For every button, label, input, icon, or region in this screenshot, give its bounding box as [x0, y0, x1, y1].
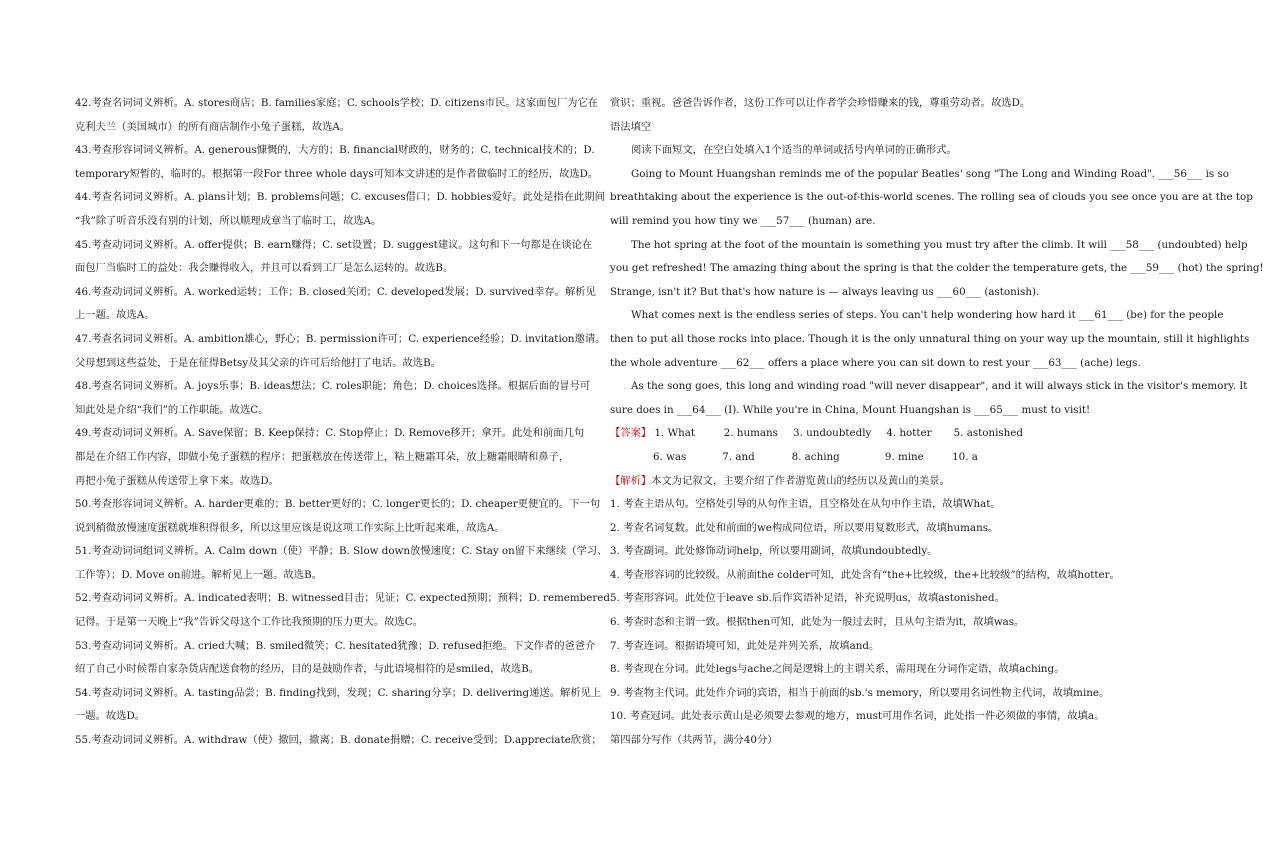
text-line: 说到稍微放慢速度蛋糕就堆积得很多，所以这里应该是说这项工作实际上比听起来难，故选A。	[75, 521, 505, 534]
analysis-line: 1. 考查主语从句。空格处引导的从句作主语，且空格处在从句中作主语，故填What。	[610, 498, 1001, 511]
analysis-line: 6. 考查时态和主谓一致。根据then可知，此处为一般过去时，且从句主语为it，故填was。	[610, 616, 1025, 629]
answer-item: 6. was	[653, 450, 687, 463]
analysis-line: 2. 考查名词复数。此处和前面的we构成同位语，所以要用复数形式，故填humans。	[610, 521, 999, 534]
text-line: 54.考查动词词义辨析。A. tasting品尝；B. finding找到，发现；C. sharing分享；D. delivering递送。解析见上	[75, 686, 602, 699]
passage-line: Going to Mount Huangshan reminds me of the popular Beatles' song "The Long and Winding Road". ___56___ is so	[631, 167, 1229, 180]
text-line: 45.考查动词词义辨析。A. offer提供；B. earn赚得；C. set设置；D. suggest建议。这句和下一句都是在谈论在	[75, 238, 593, 251]
text-line: 父母想到这些益处，于是在征得Betsy及其父亲的许可后给他打了电话。故选B。	[75, 356, 441, 369]
passage-line: As the song goes, this long and winding road "will never disappear", and it will always stick in the visitor's memory. It	[631, 380, 1248, 393]
text-line: 上一题。故选A。	[75, 309, 155, 322]
text-line: 52.考查动词词义辨析。A. indicated表明；B. witnessed目击；见证；C. expected预期；预料；D. remembered	[75, 592, 610, 605]
answer-item: 9. mine	[884, 450, 924, 463]
answer-item: 10. a	[952, 450, 978, 463]
analysis-intro-line	[610, 470, 1130, 494]
analysis-line: 7. 考查连词。根据语境可知，此处是并列关系，故填and。	[610, 639, 880, 652]
text-line: 49.考查动词词义辨析。A. Save保留；B. Keep保持；C. Stop停止；D. Remove移开；拿开。此处和前面几句	[75, 427, 585, 440]
answer-item: 3. undoubtedly	[793, 427, 872, 440]
text-line: 44.考查名词词义辨析。A. plans计划；B. problems问题；C. excuses借口；D. hobbies爱好。此处是指在此期间	[75, 191, 605, 204]
passage-line: sure does in ___64___ (I). While you're in China, Mount Huangshan is ___65___ must to visit!	[610, 403, 1091, 416]
analysis-intro: 本文为记叙文，主要介绍了作者游览黄山的经历以及黄山的美景。	[651, 474, 950, 487]
text-line: 记得。于是第一天晚上“我”告诉父母这个工作比我预期的压力更大。故选C。	[75, 616, 423, 629]
analysis-line: 10. 考查冠词。此处表示黄山是必须要去参观的地方，must可用作名词，此处指一件必须做的事情，故填a。	[610, 710, 1105, 723]
text-line: temporary短暂的，临时的。根据第一段For three whole days可知本文讲述的是作者做临时工的经历，故选D。	[75, 167, 599, 180]
passage-line: then to put all those rocks into place. Though it is the only unnatural thing on your way up the mountain, still it highlights	[610, 332, 1250, 345]
text-line: 42.考查名词词义辨析。A. stores商店；B. families家庭；C. schools学校；D. citizens市民。这家面包厂为它在	[75, 97, 599, 109]
text-line: 一题。故选D。	[75, 710, 146, 723]
analysis-line: 8. 考查现在分词。此处legs与ache之间是逻辑上的主谓关系，需用现在分词作定语，故填aching。	[610, 663, 1065, 676]
text-line: 工作等）；D. Move on前进。解析见上一题。故选B。	[75, 568, 322, 581]
text-line: 48.考查名词词义辨析。A. joys乐事；B. ideas想法；C. roles职能；角色；D. choices选择。根据后面的冒号可	[75, 380, 591, 393]
passage-line: breathtaking about the experience is the out-of-this-world scenes. The rolling sea of clouds you see once you are at the top	[610, 191, 1253, 204]
answer-item: 5. astonished	[953, 427, 1023, 440]
text-line: 绍了自己小时候帮自家杂货店配送食物的经历，目的是鼓励作者，与此语境相符的是smiled，故选B。	[75, 663, 540, 676]
answer-tag: 【答案】	[610, 427, 652, 440]
footer-section-title: 第四部分写作（共两节，满分40分）	[610, 734, 778, 747]
text-line: 55.考查动词词义辨析。A. withdraw（使）撤回，撤离；B. donate捐赠；C. receive受到；D.appreciate欣赏；	[75, 734, 602, 747]
continuation-line: 赏识；重视。爸爸告诉作者，这份工作可以让作者学会珍惜赚来的钱，尊重劳动者。故选D。	[610, 97, 1031, 109]
text-line: 再把小兔子蛋糕从传送带上拿下来。故选D。	[75, 474, 279, 487]
answer-item: 1. What	[654, 427, 696, 440]
section-title: 语法填空	[610, 120, 652, 133]
passage-line: What comes next is the endless series of steps. You can't help wondering how hard it ___61___ (be) for the people	[631, 309, 1224, 322]
text-line: 50.考查形容词词义辨析。A. harder更难的；B. better更好的；C. longer更长的；D. cheaper更便宜的。下一句	[75, 498, 601, 511]
text-line: 知此处是介绍“我们”的工作职能。故选C。	[75, 403, 269, 416]
text-line: 51.考查动词词组词义辨析。A. Calm down（使）平静；B. Slow down放慢速度；C. Stay on留下来继续（学习、	[75, 545, 608, 558]
answer-row	[610, 422, 1130, 446]
right-column	[610, 92, 1264, 753]
analysis-line: 4. 考查形容词的比较级。从前面the colder可知，此处含有“the+比较级，the+比较级”的结构，故填hotter。	[610, 568, 1120, 581]
analysis-tag: 【解析】	[610, 474, 652, 487]
analysis-line: 9. 考查物主代词。此处作介词的宾语，相当于前面的sb.'s memory，所以要用名词性物主代词，故填mine。	[610, 686, 1110, 699]
answer-item: 2. humans	[723, 427, 778, 440]
text-line: 克利夫兰（美国城市）的所有商店制作小兔子蛋糕，故选A。	[75, 120, 351, 133]
left-column	[75, 92, 610, 753]
text-line: 43.考查形容词词义辨析。A. generous慷慨的，大方的；B. financial财政的，财务的；C. technical技术的；D.	[75, 144, 595, 157]
answer-item: 4. hotter	[886, 427, 932, 440]
passage-line: Strange, isn't it? But that's how nature is — always leaving us ___60___ (astonish).	[610, 285, 1040, 298]
text-line: 53.考查动词词义辨析。A. cried大喊；B. smiled微笑；C. hesitated犹豫；D. refused拒绝。下文作者的爸爸介	[75, 639, 596, 652]
answer-item: 7. and	[722, 450, 755, 463]
passage-line: you get refreshed! The amazing thing about the spring is that the colder the temperature gets, the ___59___ (hot) the spring!	[610, 262, 1264, 275]
text-line: 46.考查动词词义辨析。A. worked运转；工作；B. closed关闭；C. developed发展；D. survived幸存。解析见	[75, 285, 596, 298]
text-line: 都是在介绍工作内容，即做小兔子蛋糕的程序：把蛋糕放在传送带上，粘上糖霜耳朵，放上糖霜眼睛和鼻子，	[75, 450, 570, 463]
text-line: “我”除了听音乐没有别的计划，所以顺理成章当了临时工，故选A。	[75, 214, 382, 227]
answer-item: 8. aching	[791, 450, 840, 463]
passage-line: The hot spring at the foot of the mountain is something you must try after the climb. It will ___58___ (undoubted) help	[631, 238, 1248, 251]
text-line: 47.考查名词词义辨析。A. ambition雄心，野心；B. permission许可；C. experience经验；D. invitation邀请。	[75, 332, 606, 345]
answer-row	[610, 446, 1130, 470]
analysis-line: 5. 考查形容词。此处位于leave sb.后作宾语补足语，补充说明us，故填astonished。	[610, 592, 1005, 605]
text-line: 面包厂当临时工的益处：我会赚得收入，并且可以看到工厂是怎么运转的。故选B。	[75, 262, 454, 275]
analysis-line: 3. 考查副词。此处修饰动词help，所以要用副词，故填undoubtedly。	[610, 545, 938, 558]
passage-line: the whole adventure ___62___ offers a place where you can sit down to rest your ___63___ (ache) legs.	[610, 356, 1141, 369]
instructions: 阅读下面短文，在空白处填入1个适当的单词或括号内单词的正确形式。	[631, 144, 957, 157]
passage-line: will remind you how tiny we ___57___ (human) are.	[610, 214, 876, 227]
